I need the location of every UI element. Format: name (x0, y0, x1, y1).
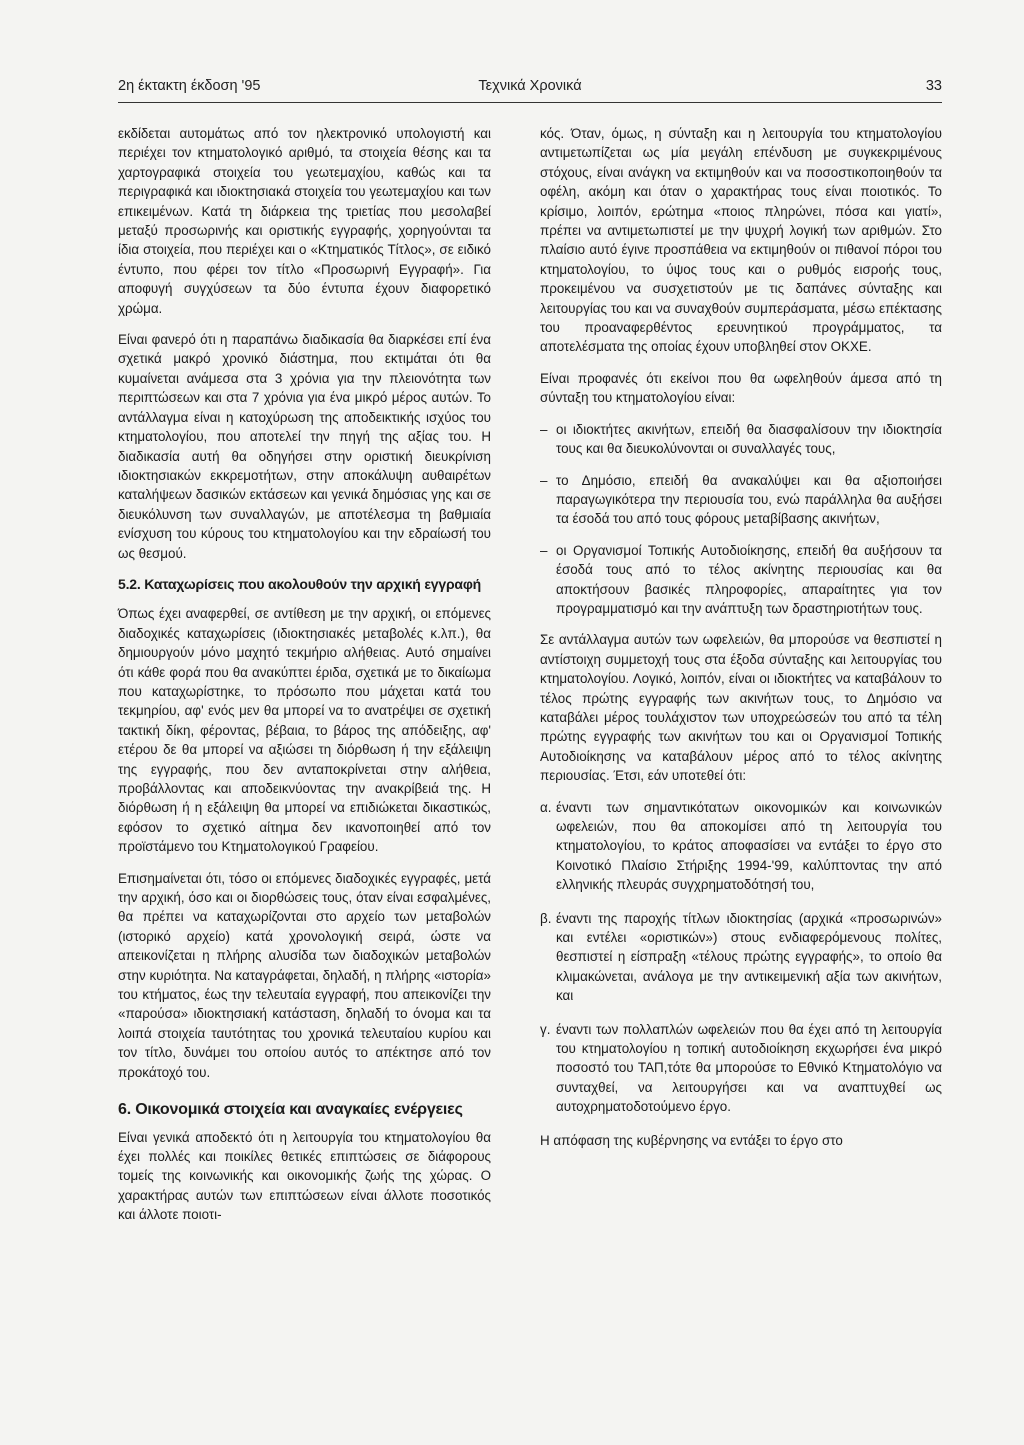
paragraph: Η απόφαση της κυβέρνησης να εντάξει το έργο στο (540, 1132, 843, 1148)
edition-label: 2η έκτακτη έκδοση '95 (118, 78, 261, 94)
header-rule (118, 102, 942, 103)
list-marker: α. (540, 799, 552, 815)
section-heading-6: 6. Οικονομικά στοιχεία και αναγκαίες ενέργειες (118, 1101, 463, 1119)
list-item (540, 1020, 942, 1117)
left-column (118, 124, 491, 1237)
paragraph: κός. Όταν, όμως, η σύνταξη και η λειτουργία του κτηματολογίου αντιμετωπίζεται ως μία μεγάλη επένδυση με συγκεκριμένους στόχους, είναι ανάγκη να εκτιμηθούν και να ποσοστικοποιηθούν τα οφέλη, ακόμη και όταν ο χαρακτήρας τους είναι ποιοτικός. Το κρίσιμο, λοιπόν, ερώτημα «ποιος πληρώνει, πόσα και γιατί», πρέπει να αντιμετωπιστεί με την ψυχρή λογική των αριθμών. Στο πλαίσιο αυτό έγινε προσπάθεια να εκτιμηθούν οι πιθανοί πόροι του κτηματολογίου, το ύψος τους και ο ρυθμός εισροής τους, προκειμένου να συσχετιστούν με τις δαπάνες σύνταξης και λειτουργίας του και να συναχθούν συμπεράσματα, μέσω επέκτασης του προαναφερθέντος ερευνητικού προγράμματος, τα αποτελέσματα της οποίας έχουν υποβληθεί στον ΟΚΧΕ. (540, 126, 942, 355)
list-item (540, 909, 942, 1006)
list-item-text: οι ιδιοκτήτες ακινήτων, επειδή θα διασφαλίσουν την ιδιοκτησία τους και θα διευκολύνονται οι συναλλαγές τους, (556, 421, 942, 457)
journal-title: Τεχνικά Χρονικά (478, 78, 582, 94)
conditions-list (540, 798, 942, 1117)
section-heading-5-2: 5.2. Καταχωρίσεις που ακολουθούν την αρχική εγγραφή (118, 575, 481, 592)
page-number: 33 (925, 78, 942, 94)
list-item-text: το Δημόσιο, επειδή θα ανακαλύψει και θα αξιοποιήσει παραγωγικότερα την περιουσία του, ενώ παράλληλα θα αυξήσει τα έσοδά του από τους φόρους μεταβίβασης ακινήτων, (556, 472, 942, 527)
list-item-text: έναντι της παροχής τίτλων ιδιοκτησίας (αρχικά «προσωρινών» και εντέλει «οριστικών») στους ενδιαφερόμενους πολίτες, θεσπιστεί η είσπραξη «τέλους πρώτης εγγραφής», το οποίο θα κλιμακώνεται, ανάλογα με την αντικειμενική αξία των ακινήτων, και (556, 910, 942, 1004)
running-header (118, 78, 942, 98)
paragraph: Όπως έχει αναφερθεί, σε αντίθεση με την αρχική, οι επόμενες διαδοχικές καταχωρίσεις (ιδιοκτησιακές μεταβολές κ.λπ.), θα δημιουργούν μόνο μαχητό τεκμήριο αλήθειας. Αυτό σημαίνει ότι κάθε φορά που θα ανακύπτει έριδα, σχετικά με το δικαίωμα που καταχωρίστηκε, το πρόσωπο που μάχεται κατά του τεκμηρίου, αφ' ενός μεν θα μπορεί να το ανατρέψει σε σχετική τακτική δίκη, φέροντας, βέβαια, το βάρος της απόδειξης, αφ' ετέρου δε θα μπορεί να αξιώσει τη διόρθωση ή την εξάλειψη της εγγραφής, που δεν ανταποκρίνεται στην αλήθεια, προβάλλοντας και αποδεικνύοντας την ανακρίβειά της. Η διόρθωση ή η εξάλειψη θα μπορεί να επιδιώκεται δικαστικώς, εφόσον το σχετικό αίτημα δεν ικανοποιηθεί από τον προϊστάμενο του Κτηματολογικού Γραφείου. (118, 606, 491, 855)
paragraph: εκδίδεται αυτομάτως από τον ηλεκτρονικό υπολογιστή και περιέχει τον κτηματολογικό αριθμό, τα στοιχεία θέσης και τα χαρτογραφικά στοιχεία του γεωτεμαχίου, καθώς και τα περιγραφικά και ιδιοκτησιακά στοιχεία του γεωτεμαχίου και των επικειμένων. Κατά τη διάρκεια της τριετίας που μεσολαβεί μεταξύ προσωρινής και οριστικής εγγραφής, χορηγούνται τα ίδια στοιχεία, που περιέχει και ο «Κτηματικός Τίτλος», σε ειδικό έντυπο, που φέρει τον τίτλο «Προσωρινή Εγγραφή». Για αποφυγή συγχύσεων τα δύο έντυπα έχουν διαφορετικό χρώμα. (118, 126, 491, 316)
paragraph: Είναι γενικά αποδεκτό ότι η λειτουργία του κτηματολογίου θα έχει πολλές και ποικίλες θετικές επιπτώσεις σε διάφορους τομείς της κοινωνικής και οικονομικής ζωής της χώρας. Ο χαρακτήρας αυτών των επιπτώσεων είναι άλλοτε ποσοτικός και άλλοτε ποιοτι- (118, 1129, 491, 1223)
paragraph: Είναι προφανές ότι εκείνοι που θα ωφεληθούν άμεσα από τη σύνταξη του κτηματολογίου είναι: (540, 370, 942, 406)
list-item (540, 471, 942, 529)
dash-marker: – (540, 421, 548, 437)
list-item-text: οι Οργανισμοί Τοπικής Αυτοδιοίκησης, επειδή θα αυξήσουν τα έσοδά τους από το τέλος ακίνητης περιουσίας και θα αποκτήσουν βασικές πληροφορίες, απαραίτητες για τον προγραμματισμό και την ανάπτυξη των δραστηριοτήτων τους. (556, 542, 942, 616)
beneficiaries-list (540, 420, 942, 619)
paragraph: Είναι φανερό ότι η παραπάνω διαδικασία θα διαρκέσει επί ένα σχετικά μακρό χρονικό διάστημα, που εκτιμάται ότι θα κυμαίνεται ανάμεσα στα 3 χρόνια για την πλειονότητα των περιπτώσεων και στα 7 χρόνια για ένα μικρό μέρος αυτών. Το αντάλλαγμα είναι η κατοχύρωση της αποδεικτικής ισχύος του κτηματολογίου, που αποτελεί την πηγή της αξίας του. Η διαδικασία αυτή θα οδηγήσει στην οριστική διευκρίνιση ιδιοκτησιακών εκκρεμοτήτων, στην αποκάλυψη αυθαιρέτων καταλήψεων δασικών εκτάσεων και γενικά δημόσιας γης και σε διευκόλυνση των συναλλαγών, με αποτέλεσμα τη βαθμιαία ενίσχυση του κύρους του κτηματολογίου και την εδραίωσή του ως θεσμού. (118, 332, 491, 561)
list-item-text: έναντι των σημαντικότατων οικονομικών και κοινωνικών ωφελειών, που θα αποκομίσει από τη λειτουργία του κτηματολογίου, το κράτος αποφασίσει να εντάξει το έργο στο Κοινοτικό Πλαίσιο Στήριξης 1994-'99, καλύπτοντας την από ελληνικής πλευράς συγχρηματοδότησή του, (556, 799, 942, 893)
paragraph: Σε αντάλλαγμα αυτών των ωφελειών, θα μπορούσε να θεσπιστεί η αντίστοιχη συμμετοχή τους στα έξοδα σύνταξης και λειτουργίας του κτηματολογίου. Λογικό, λοιπόν, είναι οι ιδιοκτήτες να καταβάλουν το τέλος πρώτης εγγραφής των ακινήτων τους, το Δημόσιο να καταβάλει μέρος τουλάχιστον των υποχρεώσεών του από τα τέλη πρώτης εγγραφής των ακινήτων του και οι Οργανισμοί Τοπικής Αυτοδιοίκησης να καταβάλουν μέρος από το τέλος ακίνητης περιουσίας. Έτσι, εάν υποτεθεί ότι: (540, 632, 942, 784)
dash-marker: – (540, 472, 548, 488)
list-item (540, 541, 942, 619)
list-marker: β. (540, 910, 552, 926)
right-column (540, 124, 942, 1162)
list-item (540, 420, 942, 459)
list-item-text: έναντι των πολλαπλών ωφελειών που θα έχει από τη λειτουργία του κτηματολογίου η τοπική αυτοδιοίκηση εκχωρήσει ένα μικρό ποσοστό του ΤΑΠ,τότε θα μπορούσε το Εθνικό Κτηματολόγιο να συνταχθεί, να λειτουργήσει και να αναπτυχθεί ως αυτοχρηματοδοτούμενο έργο. (556, 1021, 942, 1115)
list-marker: γ. (540, 1021, 551, 1037)
dash-marker: – (540, 542, 548, 558)
paragraph: Επισημαίνεται ότι, τόσο οι επόμενες διαδοχικές εγγραφές, μετά την αρχική, όσο και οι διορθώσεις τους, όταν είναι εσφαλμένες, θα πρέπει να καταχωρίζονται στο αρχείο των μεταβολών (ιστορικό αρχείο) κατά χρονολογική σειρά, ώστε να απεικονίζεται η πλήρης αλυσίδα των διαδοχικών μεταβολών στην κυριότητα. Να καταγράφεται, δηλαδή, η πλήρης «ιστορία» του κτήματος, έως την τελευταία εγγραφή, που απεικονίζει την «παρούσα» ιδιοκτησιακή κατάσταση, δηλαδή το όνομα και τα λοιπά στοιχεία ταυτότητας του χρονικά τελευταίου κυρίου και τον τίτλο, δυνάμει του οποίου αυτός το απέκτησε από τον προκάτοχό του. (118, 870, 491, 1080)
list-item (540, 798, 942, 895)
